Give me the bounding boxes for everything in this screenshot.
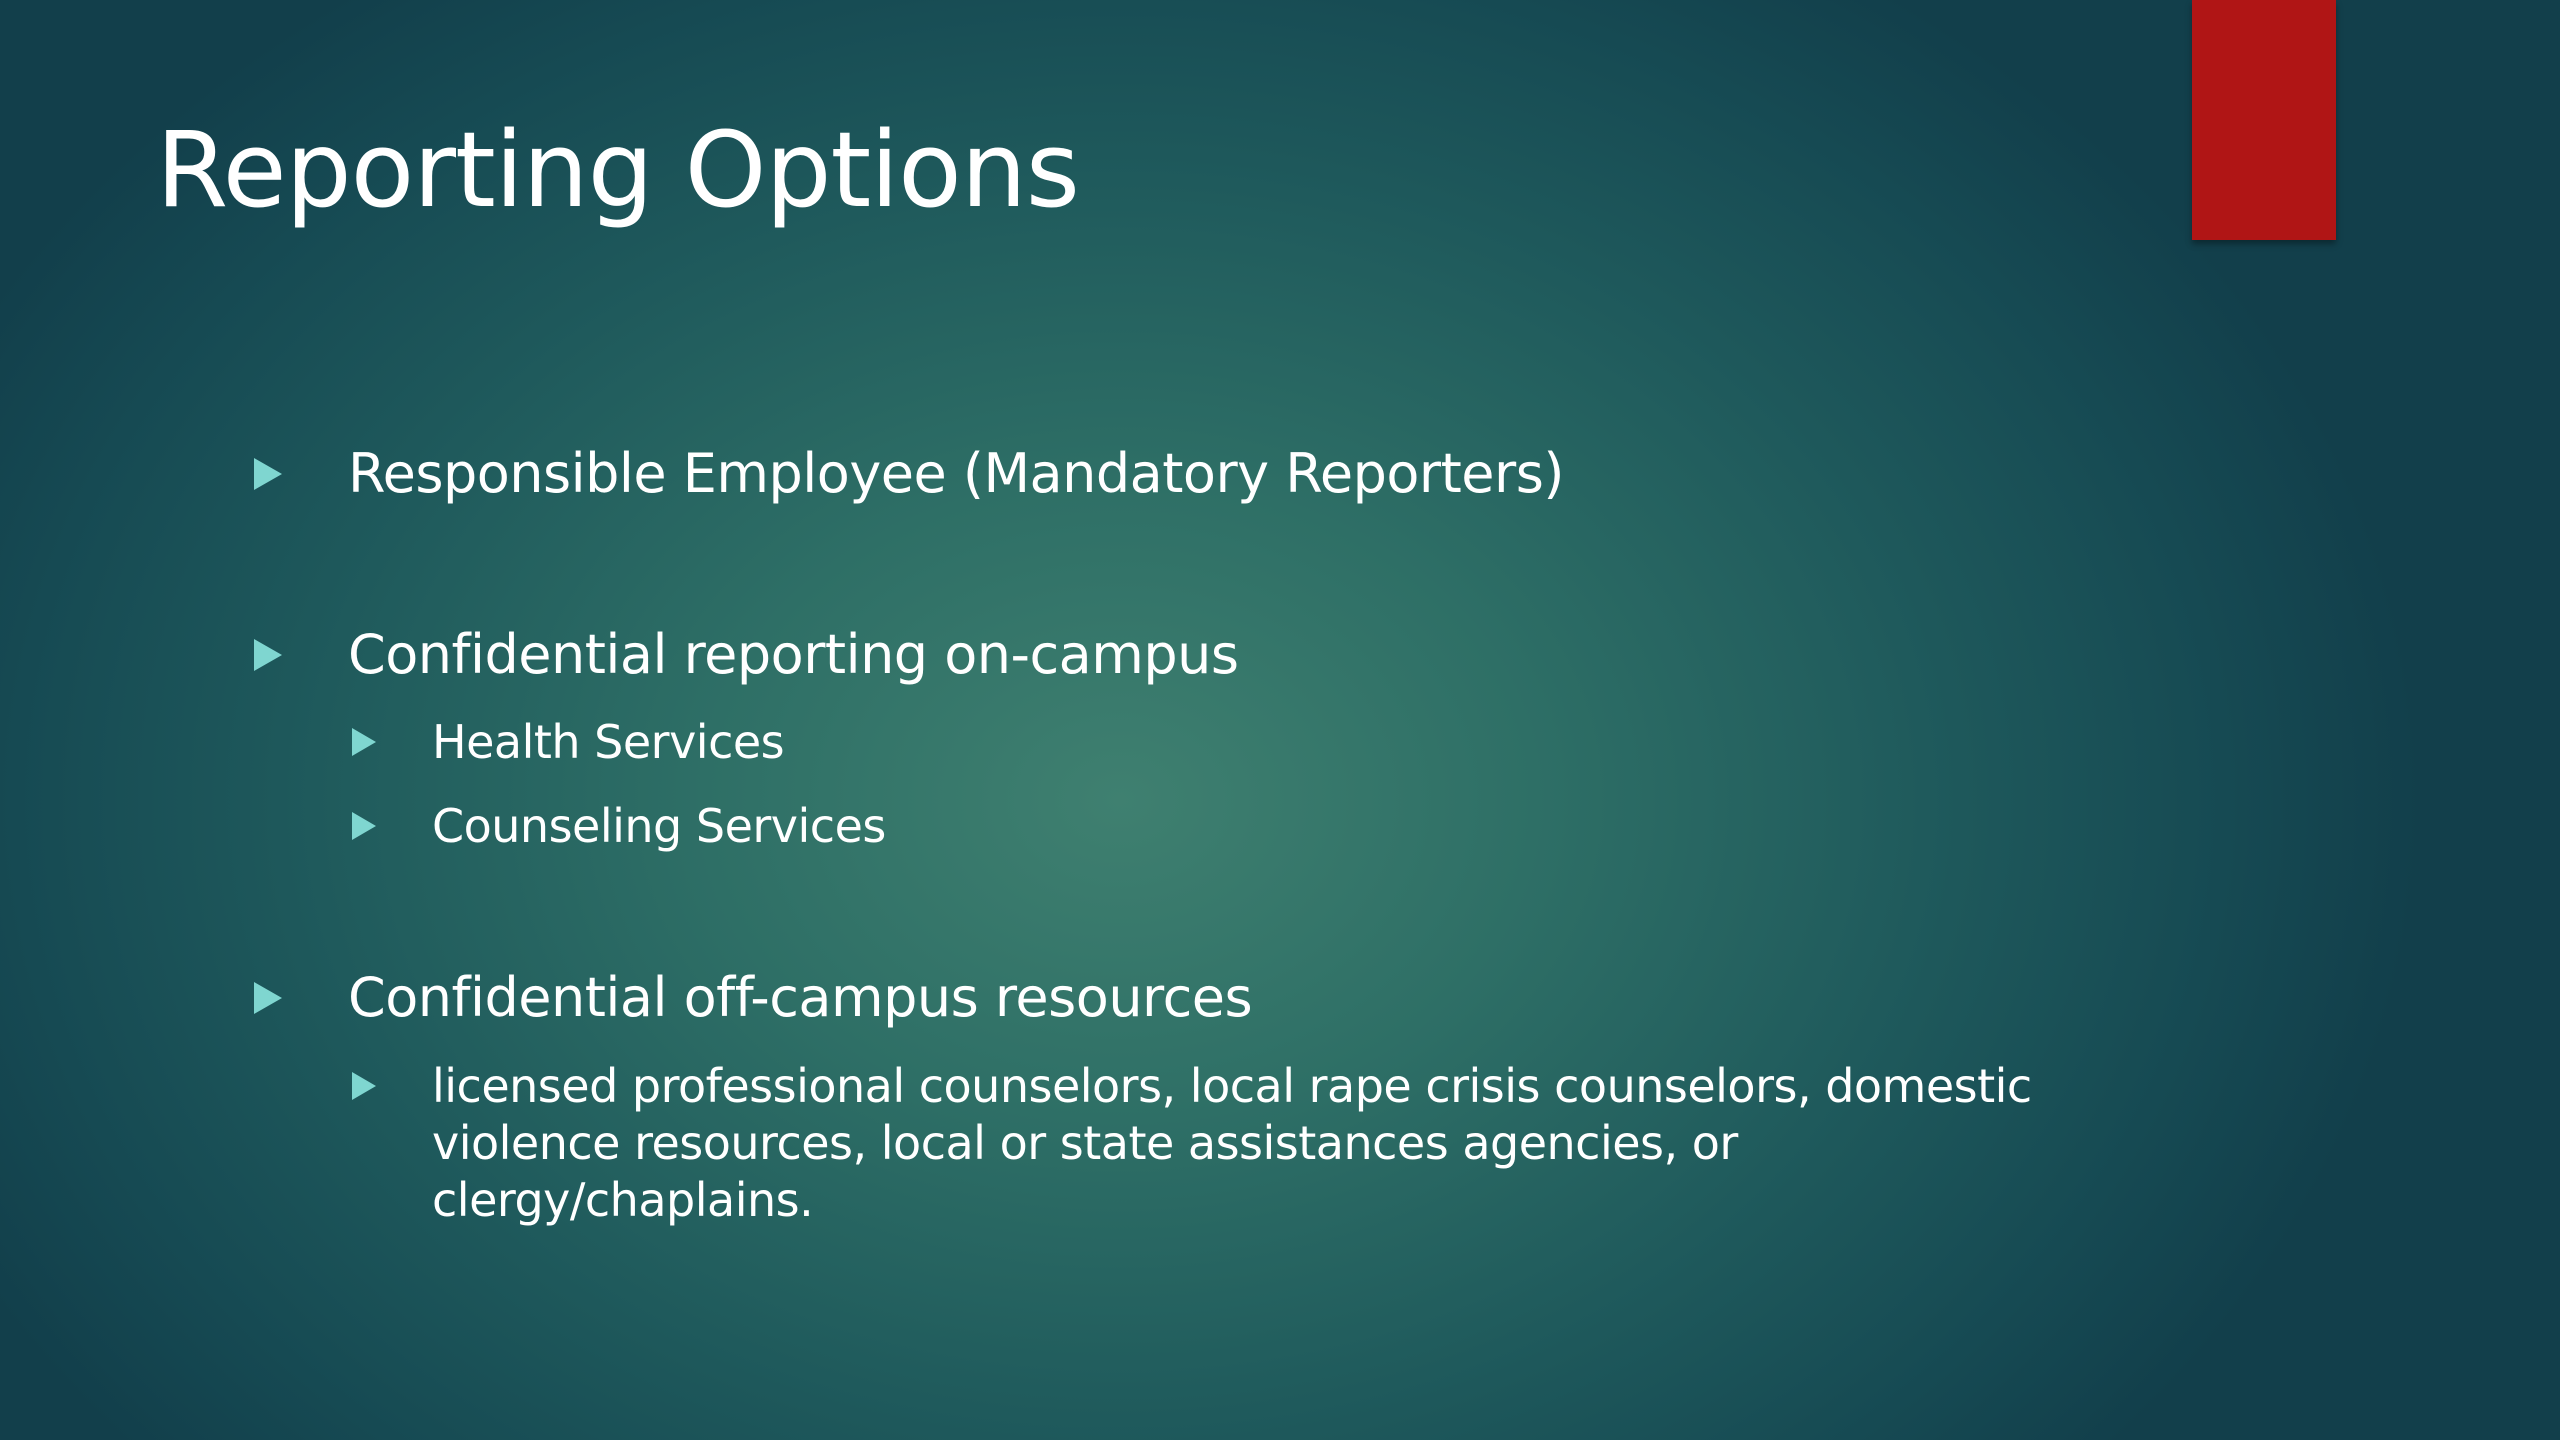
- bullet-text: Responsible Employee (Mandatory Reporters): [348, 442, 1564, 505]
- bullet-text: Confidential reporting on-campus: [348, 623, 1239, 686]
- sub-bullet-off-campus-resources: [352, 1058, 2112, 1229]
- bullet-responsible-employee: [254, 442, 1564, 506]
- sub-bullet-counseling-services: [352, 798, 886, 855]
- bullet-text: licensed professional counselors, local rape crisis counselors, domestic violence resources, local or state assistances agencies, or clergy/chaplains.: [432, 1059, 2032, 1227]
- sub-bullet-health-services: [352, 714, 784, 771]
- bullet-text: Health Services: [432, 715, 785, 769]
- triangle-right-icon: [352, 728, 376, 756]
- slide-title: Reporting Options: [156, 109, 1079, 231]
- red-accent-bar: [2192, 0, 2336, 240]
- bullet-confidential-on-campus: [254, 623, 1239, 687]
- bullet-text: Counseling Services: [432, 799, 886, 853]
- triangle-right-icon: [254, 639, 282, 671]
- bullet-text: Confidential off-campus resources: [348, 966, 1253, 1029]
- triangle-right-icon: [352, 812, 376, 840]
- triangle-right-icon: [254, 458, 282, 490]
- triangle-right-icon: [254, 982, 282, 1014]
- triangle-right-icon: [352, 1072, 376, 1100]
- bullet-confidential-off-campus: [254, 966, 1252, 1030]
